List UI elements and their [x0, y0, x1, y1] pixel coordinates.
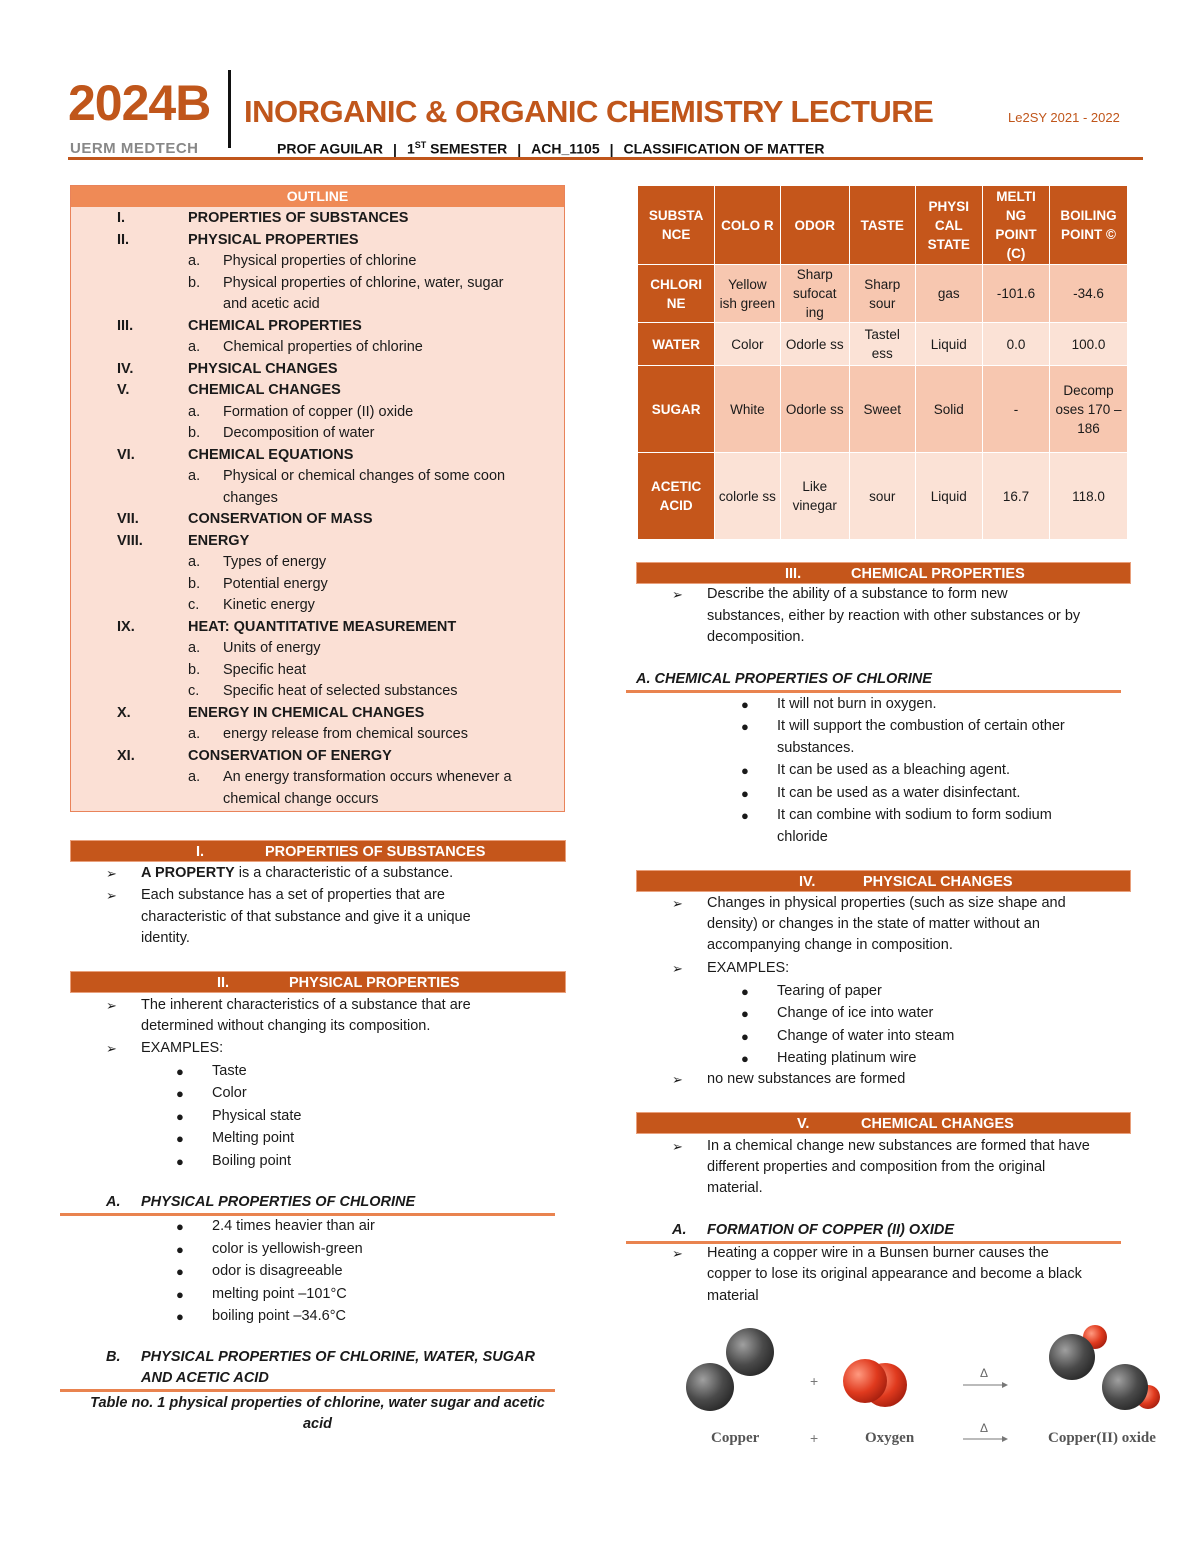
- subsection-letter: B.: [106, 1349, 121, 1365]
- list-item: Change of ice into water: [777, 1005, 934, 1022]
- copper-atom-icon: [726, 1328, 774, 1376]
- arrow-bullet-icon: ➢: [672, 1072, 683, 1087]
- table-cell: Like vinegar: [780, 453, 849, 540]
- outline-item: [71, 251, 564, 273]
- outline-item: [71, 660, 564, 682]
- outline-item-label: energy release from chemical sources: [223, 726, 468, 742]
- table-cell: Odorle ss: [780, 366, 849, 453]
- table-header-row: [638, 186, 1128, 265]
- outline-item-number: VI.: [117, 446, 135, 463]
- page-title: INORGANIC & ORGANIC CHEMISTRY LECTURE: [244, 94, 934, 129]
- copper-atom-icon: [686, 1363, 734, 1411]
- list-item: Heating platinum wire: [777, 1050, 917, 1067]
- table-cell: Tastel ess: [849, 323, 915, 366]
- outline-item-label: Physical or chemical changes of some coon: [223, 468, 506, 484]
- outline-item-label: HEAT: QUANTITATIVE MEASUREMENT: [188, 618, 457, 635]
- bullet-dot-icon: ●: [176, 1153, 184, 1169]
- arrow-bullet-icon: ➢: [106, 866, 117, 881]
- table-cell: sour: [849, 453, 915, 540]
- outline-item: [71, 273, 564, 295]
- outline-item-label: changes: [223, 489, 278, 506]
- table-row-header: WATER: [638, 323, 715, 366]
- outline-item: [71, 681, 564, 703]
- outline-item-number: a.: [188, 339, 201, 355]
- label-copper: Copper: [711, 1430, 760, 1446]
- outline-item-label: Physical properties of chlorine: [223, 253, 417, 269]
- outline-item-label: Kinetic energy: [223, 597, 315, 613]
- outline-item-number: II.: [117, 231, 130, 248]
- table-row-header: ACETIC ACID: [638, 453, 715, 540]
- bullet-text: [141, 863, 453, 885]
- section-chemical-properties-header: III. CHEMICAL PROPERTIES: [636, 562, 1131, 584]
- section-chemical-changes-header: V. CHEMICAL CHANGES: [636, 1112, 1131, 1134]
- outline-item-number: VII.: [117, 511, 139, 527]
- bullet-dot-icon: ●: [176, 1286, 184, 1302]
- arrow-bullet-icon: ➢: [106, 1041, 117, 1056]
- outline-item: [71, 488, 564, 510]
- subsection-underline: [60, 1389, 555, 1392]
- outline-item: [71, 509, 564, 531]
- outline-item-label: Chemical properties of chlorine: [223, 339, 423, 355]
- outline-item-number: b.: [188, 425, 201, 441]
- copper-atom-icon: [1049, 1334, 1095, 1380]
- bullet-dot-icon: ●: [741, 984, 749, 999]
- table-header-cell: SUBSTA NCE: [638, 186, 715, 265]
- outline-item-label: CHEMICAL CHANGES: [188, 382, 341, 398]
- school-year: Le2SY 2021 - 2022: [1008, 110, 1120, 125]
- bullet-text: no new substances are formed: [707, 1071, 906, 1087]
- course-code: ACH_1105: [531, 140, 600, 157]
- outline-item: [71, 402, 564, 424]
- bullet-text: material.: [707, 1180, 763, 1196]
- section-physical-properties-header: II. PHYSICAL PROPERTIES: [70, 971, 566, 993]
- outline-item-number: III.: [117, 317, 134, 334]
- bullet-dot-icon: ●: [741, 1051, 749, 1067]
- outline-heading: OUTLINE: [71, 186, 564, 207]
- outline-item-number: b.: [188, 274, 201, 291]
- list-item: Melting point: [212, 1130, 295, 1147]
- table-cell: Solid: [915, 366, 982, 453]
- caption-line: Table no. 1 physical properties of chlorine, water sugar and acetic: [90, 1395, 545, 1411]
- bold-term: A PROPERTY: [141, 865, 235, 881]
- table-cell: Liquid: [915, 453, 982, 540]
- bullet-text: determined without changing its composition.: [141, 1018, 431, 1034]
- outline-item: [71, 574, 564, 596]
- table-cell: 100.0: [1050, 323, 1128, 366]
- arrow-head-icon: [1002, 1382, 1008, 1388]
- list-item: boiling point –34.6°C: [212, 1308, 346, 1325]
- outline-item: [71, 789, 564, 811]
- section-title: CHEMICAL CHANGES: [861, 1116, 1014, 1132]
- bullet-dot-icon: ●: [176, 1131, 184, 1147]
- list-item: It will not burn in oxygen.: [777, 696, 937, 712]
- bullet-text: The inherent characteristics of a substance that are: [141, 997, 471, 1013]
- outline-item: [71, 294, 564, 316]
- brand-logo-text: 2024B: [68, 75, 211, 131]
- outline-item: [71, 230, 564, 252]
- list-item: It will support the combustion of certain other: [777, 718, 1065, 734]
- outline-item-label: Specific heat of selected substances: [223, 683, 458, 699]
- subsection-letter: A.: [106, 1194, 121, 1210]
- list-item: chloride: [777, 829, 828, 845]
- bullet-dot-icon: ●: [176, 1241, 184, 1257]
- outline-item: [71, 208, 564, 230]
- outline-item: [71, 617, 564, 639]
- section-title: PROPERTIES OF SUBSTANCES: [265, 844, 486, 860]
- outline-item-number: XI.: [117, 747, 135, 764]
- arrow-bullet-icon: ➢: [672, 587, 683, 602]
- bullet-dot-icon: ●: [741, 697, 749, 712]
- list-item: It can be used as a water disinfectant.: [777, 785, 1021, 801]
- table-body: [638, 265, 1128, 540]
- table-header-cell: COLO R: [715, 186, 780, 265]
- bullet-text: Heating a copper wire in a Bunsen burner causes the: [707, 1245, 1049, 1261]
- table-cell: Sharp sour: [849, 265, 915, 323]
- list-item: It can combine with sodium to form sodium: [777, 807, 1052, 823]
- subsection-title: PHYSICAL PROPERTIES OF CHLORINE: [141, 1194, 416, 1210]
- outline-item-label: CHEMICAL EQUATIONS: [188, 446, 354, 463]
- arrow-bullet-icon: ➢: [106, 888, 117, 903]
- outline-item-label: CONSERVATION OF MASS: [188, 511, 373, 527]
- outline-item-number: a.: [188, 554, 201, 570]
- copper-atom-icon: [1102, 1364, 1148, 1410]
- section-title: PHYSICAL CHANGES: [863, 874, 1013, 890]
- outline-item: [71, 638, 564, 660]
- bullet-dot-icon: ●: [741, 763, 749, 778]
- section-properties-of-substances-header: [70, 840, 566, 862]
- bullet-text: decomposition.: [707, 629, 805, 645]
- table-cell: Color: [715, 323, 780, 366]
- section-physical-changes-header: IV. PHYSICAL CHANGES: [636, 870, 1131, 892]
- outline-item: [71, 746, 564, 768]
- outline-item: [71, 359, 564, 381]
- list-item: Color: [212, 1085, 247, 1102]
- bullet-dot-icon: ●: [176, 1219, 184, 1234]
- outline-item-number: I.: [117, 210, 126, 226]
- table-caption: [70, 1393, 565, 1435]
- list-item: Change of water into steam: [777, 1027, 955, 1044]
- brand-subtitle: UERM MEDTECH: [70, 140, 199, 157]
- table-cell: Sharp sufocat ing: [780, 265, 849, 323]
- bullet-text: Each substance has a set of properties that are: [141, 887, 445, 903]
- list-item: It can be used as a bleaching agent.: [777, 762, 1010, 778]
- outline-item-label: chemical change occurs: [223, 790, 379, 807]
- outline-item: [71, 595, 564, 617]
- subsection-title: PHYSICAL PROPERTIES OF CHLORINE, WATER, SUGAR: [141, 1349, 535, 1365]
- outline-item-label: Units of energy: [223, 640, 321, 656]
- outline-item-label: ENERGY IN CHEMICAL CHANGES: [188, 704, 425, 721]
- list-item: melting point –101°C: [212, 1285, 347, 1302]
- outline-item-label: Potential energy: [223, 575, 328, 592]
- bullet-dot-icon: ●: [741, 808, 749, 823]
- bullet-dot-icon: ●: [176, 1108, 184, 1124]
- outline-item-number: X.: [117, 704, 131, 721]
- semester-word: SEMESTER: [426, 140, 508, 157]
- outline-item-number: b.: [188, 575, 201, 592]
- outline-item-label: Physical properties of chlorine, water, sugar: [223, 274, 504, 291]
- table-cell: 118.0: [1050, 453, 1128, 540]
- bullet-dot-icon: ●: [176, 1309, 184, 1325]
- outline-item-number: a.: [188, 403, 201, 420]
- outline-item: [71, 380, 564, 402]
- subsection-letter: A.: [672, 1222, 687, 1238]
- table-cell: 16.7: [982, 453, 1049, 540]
- outline-item: [71, 724, 564, 746]
- table-header-cell: MELTI NG POINT (C): [982, 186, 1049, 265]
- subsection-underline: [626, 690, 1121, 693]
- bullet-dot-icon: ●: [741, 719, 749, 734]
- table-row-header: CHLORI NE: [638, 265, 715, 323]
- outline-item: [71, 552, 564, 574]
- subsection-title: FORMATION OF COPPER (II) OXIDE: [707, 1222, 955, 1238]
- table-row: [638, 453, 1128, 540]
- table-cell: 0.0: [982, 323, 1049, 366]
- outline-item-number: IX.: [117, 618, 135, 635]
- plus-sign: +: [810, 1430, 819, 1446]
- outline-item: [71, 767, 564, 789]
- lecture-topic: CLASSIFICATION OF MATTER: [623, 140, 825, 157]
- table-cell: Decomp oses 170 – 186: [1050, 366, 1128, 453]
- bullet-text: identity.: [141, 930, 190, 946]
- table-row-header: SUGAR: [638, 366, 715, 453]
- subsection-title: AND ACETIC ACID: [141, 1370, 269, 1386]
- bullet-dot-icon: ●: [741, 786, 749, 801]
- table-cell: -34.6: [1050, 265, 1128, 323]
- table-cell: gas: [915, 265, 982, 323]
- table-row: [638, 366, 1128, 453]
- list-item: Physical state: [212, 1107, 302, 1124]
- delta-symbol: Δ: [980, 1421, 989, 1435]
- header-subline: PROF AGUILAR | 1ST SEMESTER | ACH_1105 | CLASSIFICATION OF MATTER: [277, 140, 825, 157]
- properties-table: [637, 185, 1128, 540]
- outline-item-label: Specific heat: [223, 661, 307, 678]
- arrow-bullet-icon: ➢: [672, 1139, 683, 1154]
- outline-item-number: V.: [117, 382, 130, 398]
- bullet-text: substances, either by reaction with other substances or by: [707, 608, 1081, 624]
- section-title: PHYSICAL PROPERTIES: [289, 975, 460, 991]
- outline-item-number: c.: [188, 683, 200, 699]
- outline-box: [70, 185, 565, 812]
- bullet-text: EXAMPLES:: [141, 1040, 224, 1056]
- outline-item-label: Types of energy: [223, 554, 327, 570]
- section-number: I.: [195, 844, 205, 860]
- outline-item-label: An energy transformation occurs whenever a: [223, 769, 512, 785]
- bullet-text: characteristic of that substance and give it a unique: [141, 909, 471, 925]
- outline-item-number: a.: [188, 726, 201, 742]
- table-header-cell: BOILING POINT ©: [1050, 186, 1128, 265]
- outline-item: [71, 466, 564, 488]
- table-cell: Yellow ish green: [715, 265, 780, 323]
- outline-item: [71, 445, 564, 467]
- table-cell: White: [715, 366, 780, 453]
- bullet-rest: is a characteristic of a substance.: [234, 865, 454, 881]
- outline-item: [71, 703, 564, 725]
- outline-item-label: PROPERTIES OF SUBSTANCES: [188, 210, 409, 226]
- semester-suffix: ST: [414, 140, 427, 150]
- label-oxygen: Oxygen: [865, 1430, 915, 1446]
- outline-item-number: c.: [188, 597, 200, 613]
- outline-item-number: a.: [188, 640, 201, 656]
- table-cell: colorle ss: [715, 453, 780, 540]
- list-item: Taste: [212, 1063, 247, 1079]
- arrow-head-icon: [1002, 1436, 1008, 1442]
- outline-item-label: CONSERVATION OF ENERGY: [188, 747, 392, 764]
- list-item: color is yellowish-green: [212, 1240, 363, 1257]
- list-item: Tearing of paper: [777, 983, 882, 999]
- list-item: Boiling point: [212, 1152, 291, 1169]
- outline-item-label: CHEMICAL PROPERTIES: [188, 317, 362, 334]
- bullet-dot-icon: ●: [176, 1064, 184, 1079]
- outline-item-label: ENERGY: [188, 532, 250, 549]
- bullet-text: In a chemical change new substances are formed that have: [707, 1138, 1090, 1154]
- outline-item-label: PHYSICAL CHANGES: [188, 360, 338, 377]
- header-divider: [228, 70, 231, 148]
- outline-item: [71, 316, 564, 338]
- outline-item-number: b.: [188, 661, 201, 678]
- oxygen-atom-icon: [843, 1359, 887, 1403]
- table-cell: Liquid: [915, 323, 982, 366]
- bullet-text: material: [707, 1288, 759, 1304]
- list-item: substances.: [777, 740, 855, 756]
- outline-item-label: Decomposition of water: [223, 425, 375, 441]
- outline-item-label: Formation of copper (II) oxide: [223, 403, 414, 420]
- outline-item-label: PHYSICAL PROPERTIES: [188, 231, 359, 248]
- bullet-text: density) or changes in the state of matter without an: [707, 916, 1040, 932]
- subsection-title: A. CHEMICAL PROPERTIES OF CHLORINE: [636, 671, 932, 687]
- table-cell: -: [982, 366, 1049, 453]
- arrow-bullet-icon: ➢: [672, 1246, 683, 1261]
- bullet-text: copper to lose its original appearance and become a black: [707, 1266, 1082, 1282]
- bullet-text: Describe the ability of a substance to form new: [707, 586, 1008, 602]
- outline-item-label: and acetic acid: [223, 296, 320, 312]
- header-rule: [68, 157, 1143, 160]
- bullet-text: Changes in physical properties (such as size shape and: [707, 895, 1066, 911]
- table-cell: Sweet: [849, 366, 915, 453]
- outline-item-number: IV.: [117, 360, 134, 377]
- list-item: odor is disagreeable: [212, 1263, 343, 1280]
- table-header-cell: PHYSI CAL STATE: [915, 186, 982, 265]
- table-header-cell: ODOR: [780, 186, 849, 265]
- outline-item-number: a.: [188, 468, 201, 484]
- bullet-dot-icon: ●: [176, 1264, 184, 1280]
- outline-item: [71, 337, 564, 359]
- outline-item-number: VIII.: [117, 532, 143, 549]
- list-item: 2.4 times heavier than air: [212, 1218, 375, 1234]
- bullet-dot-icon: ●: [176, 1086, 184, 1102]
- table-header-cell: TASTE: [849, 186, 915, 265]
- plus-sign: +: [810, 1373, 819, 1389]
- arrow-bullet-icon: ➢: [106, 998, 117, 1013]
- bullet-text: EXAMPLES:: [707, 960, 790, 976]
- delta-symbol: Δ: [980, 1366, 989, 1380]
- bullet-text: accompanying change in composition.: [707, 937, 953, 953]
- bullet-dot-icon: ●: [741, 1028, 749, 1044]
- arrow-bullet-icon: ➢: [672, 896, 683, 911]
- arrow-bullet-icon: ➢: [672, 961, 683, 976]
- table-row: [638, 323, 1128, 366]
- caption-line: acid: [302, 1416, 332, 1432]
- table-cell: Odorle ss: [780, 323, 849, 366]
- bullet-dot-icon: ●: [741, 1006, 749, 1022]
- outline-item: [71, 423, 564, 445]
- professor: PROF AGUILAR: [277, 140, 384, 157]
- section-title: CHEMICAL PROPERTIES: [851, 566, 1025, 582]
- table-row: [638, 265, 1128, 323]
- table-cell: -101.6: [982, 265, 1049, 323]
- outline-item-number: a.: [188, 253, 201, 269]
- label-copper-oxide: Copper(II) oxide: [1048, 1430, 1156, 1446]
- semester-number: 1: [406, 140, 415, 157]
- outline-item-number: a.: [188, 769, 201, 785]
- outline-item: [71, 531, 564, 553]
- bullet-text: different properties and composition from the original: [707, 1159, 1046, 1175]
